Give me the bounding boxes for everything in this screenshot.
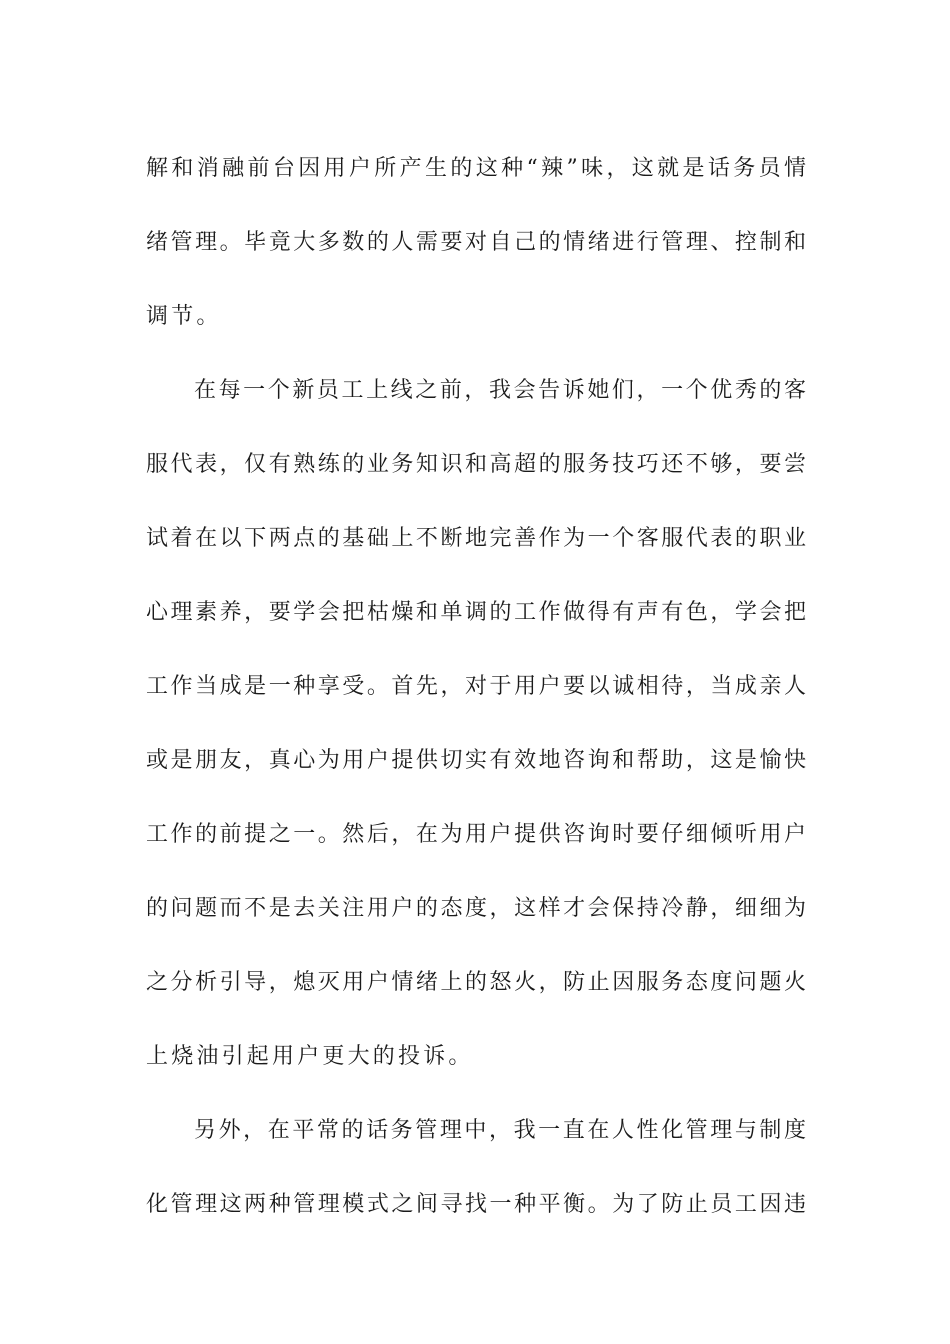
text-line: 试着在以下两点的基础上不断地完善作为一个客服代表的职业 bbox=[146, 526, 806, 551]
text-line: 工作当成是一种享受。首先，对于用户要以诚相待，当成亲人 bbox=[146, 674, 806, 699]
text-line: 之分析引导，熄灭用户情绪上的怒火，防止因服务态度问题火 bbox=[146, 970, 806, 995]
body-text bbox=[146, 132, 806, 1242]
text-line: 绪管理。毕竟大多数的人需要对自己的情绪进行管理、控制和 bbox=[146, 230, 806, 255]
text-line: 工作的前提之一。然后，在为用户提供咨询时要仔细倾听用户 bbox=[146, 822, 806, 847]
text-line: 或是朋友，真心为用户提供切实有效地咨询和帮助，这是愉快 bbox=[146, 748, 806, 773]
text-line: 解和消融前台因用户所产生的这种“辣”味，这就是话务员情 bbox=[146, 156, 806, 181]
text-line: 心理素养，要学会把枯燥和单调的工作做得有声有色，学会把 bbox=[146, 600, 806, 625]
text-line: 在每一个新员工上线之前，我会告诉她们，一个优秀的客 bbox=[194, 378, 806, 403]
text-line: 的问题而不是去关注用户的态度，这样才会保持冷静，细细为 bbox=[146, 896, 806, 921]
text-line: 服代表，仅有熟练的业务知识和高超的服务技巧还不够，要尝 bbox=[146, 452, 806, 477]
text-line: 化管理这两种管理模式之间寻找一种平衡。为了防止员工因违 bbox=[146, 1192, 806, 1217]
text-line: 上烧油引起用户更大的投诉。 bbox=[146, 1044, 474, 1069]
text-line: 调节。 bbox=[146, 304, 222, 329]
text-line: 另外，在平常的话务管理中，我一直在人性化管理与制度 bbox=[194, 1118, 806, 1143]
